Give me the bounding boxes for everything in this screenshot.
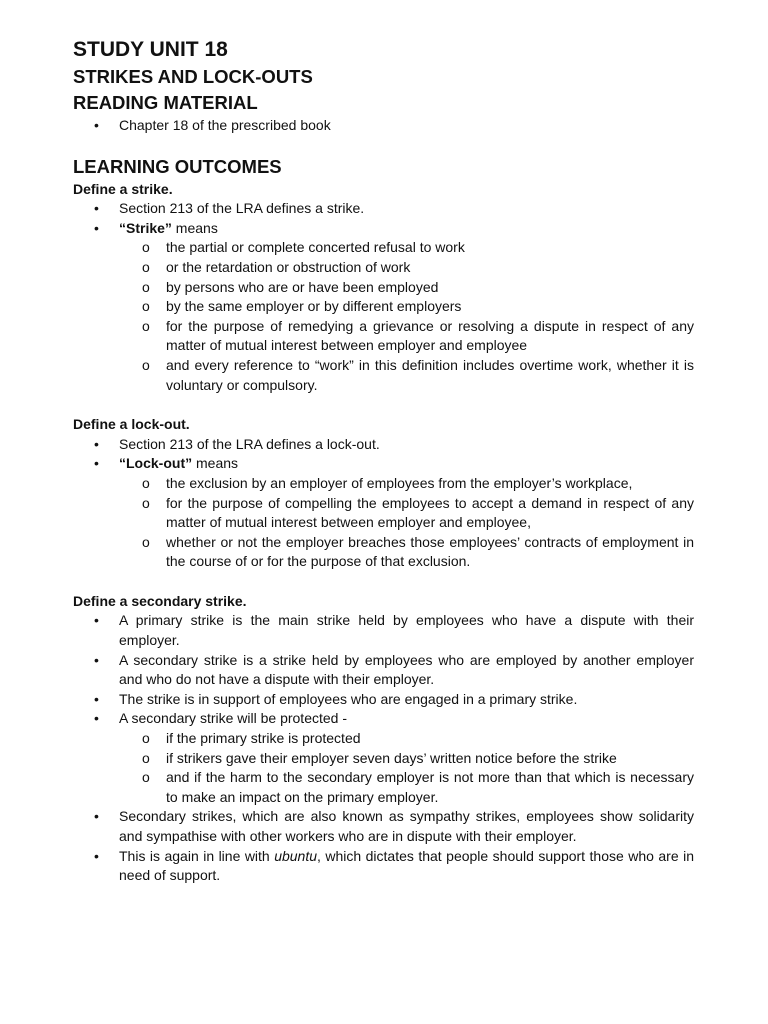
secondary-strike-sublist	[119, 729, 694, 807]
strike-term: “Strike”	[119, 219, 172, 236]
list-item	[73, 709, 694, 807]
page-title: STUDY UNIT 18	[73, 38, 228, 61]
lockout-list	[73, 435, 694, 572]
sub-list-item: o and if the harm to the secondary employer is not more than that which is necessary to make an impact on the primary employer.	[119, 768, 694, 807]
learning-outcomes-heading: LEARNING OUTCOMES	[73, 155, 282, 177]
list-item: • A primary strike is the main strike held by employees who have a dispute with their employer.	[73, 611, 694, 650]
secondary-strike-heading: Define a secondary strike.	[73, 592, 247, 609]
sub-list-item: o the exclusion by an employer of employees from the employer’s workplace,	[119, 474, 694, 494]
list-item: • The strike is in support of employees who are engaged in a primary strike.	[73, 690, 694, 710]
list-item: • Section 213 of the LRA defines a lock-out.	[73, 435, 694, 455]
sub-list-item: o the partial or complete concerted refusal to work	[119, 238, 694, 258]
list-item: • A secondary strike is a strike held by employees who are employed by another employer and who do not have a dispute with their employer.	[73, 651, 694, 690]
ubuntu-term: ubuntu	[274, 847, 318, 864]
lockout-heading: Define a lock-out.	[73, 416, 190, 433]
strike-list	[73, 199, 694, 395]
list-item	[73, 454, 694, 572]
reading-list	[73, 116, 694, 136]
list-item	[73, 219, 694, 395]
sub-list-item: o if strikers gave their employer seven days’ written notice before the strike	[119, 749, 694, 769]
sub-list-item: o and every reference to “work” in this definition includes overtime work, whether it is voluntary or compulsory.	[119, 356, 694, 395]
means-text: means	[192, 455, 239, 472]
sub-list-item: o by the same employer or by different employers	[119, 297, 694, 317]
sub-list-item: o or the retardation or obstruction of work	[119, 258, 694, 278]
sub-list-item: o whether or not the employer breaches those employees’ contracts of employment in the course of or for the purpose of that exclusion.	[119, 533, 694, 572]
ubuntu-pre: This is again in line with	[119, 847, 275, 864]
protected-intro: A secondary strike will be protected -	[119, 710, 347, 727]
unit-subtitle: STRIKES AND LOCK-OUTS	[73, 66, 313, 87]
sub-list-item: o for the purpose of remedying a grievance or resolving a dispute in respect of any matter of mutual interest between employer and employee	[119, 317, 694, 356]
sub-list-item: o by persons who are or have been employed	[119, 278, 694, 298]
reading-material-heading: READING MATERIAL	[73, 92, 258, 113]
list-item: • Chapter 18 of the prescribed book	[73, 116, 694, 136]
lockout-sublist	[119, 474, 694, 572]
strike-heading: Define a strike.	[73, 180, 173, 197]
means-text: means	[171, 219, 218, 236]
ubuntu-post: , which dictates that people should support those who are in need of support.	[119, 847, 694, 884]
lockout-term: “Lock-out”	[119, 455, 193, 472]
sub-list-item: o if the primary strike is protected	[119, 729, 694, 749]
list-item	[73, 847, 694, 886]
list-item: • Section 213 of the LRA defines a strike.	[73, 199, 694, 219]
secondary-strike-list	[73, 611, 694, 885]
sub-list-item: o for the purpose of compelling the employees to accept a demand in respect of any matter of mutual interest between employer and employee,	[119, 494, 694, 533]
list-item: • Secondary strikes, which are also known as sympathy strikes, employees show solidarity and sympathise with other workers who are in dispute with their employer.	[73, 807, 694, 846]
strike-sublist	[119, 238, 694, 395]
